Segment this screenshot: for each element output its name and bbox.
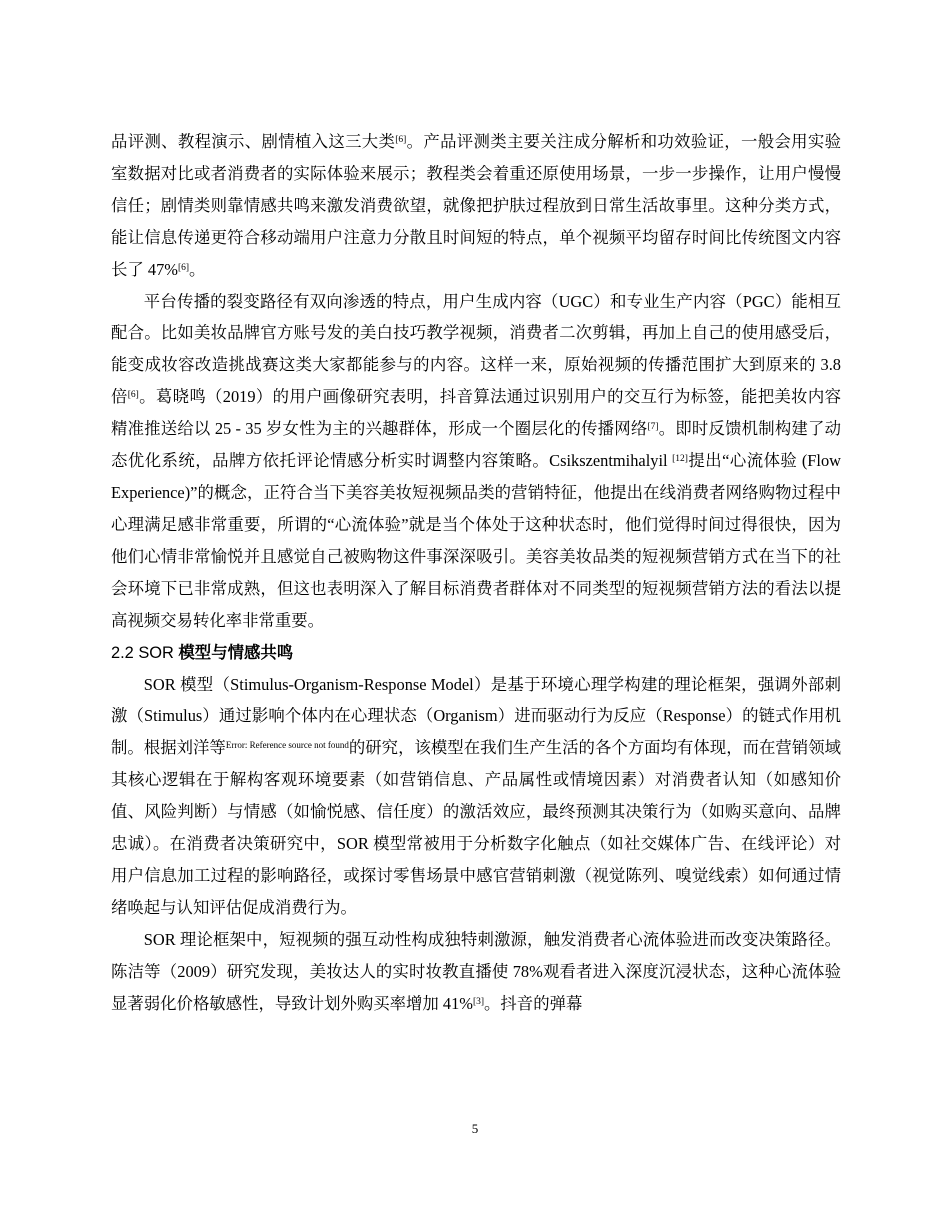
- text-run: 。即时反馈机制构建了动态优化系统，品牌方依托评论情感分析实时调整内容策略。Csikszentmihalyil: [111, 419, 841, 471]
- section-number: 2.2 SOR: [111, 643, 179, 662]
- citation-marker: [6]: [177, 262, 190, 273]
- citation-marker: [7]: [647, 421, 659, 432]
- text-run: SOR 理论框架中，短视频的强互动性构成独特刺激源，触发消费者心流体验进而改变决策路径。陈洁等（2009）研究发现，美妆达人的实时妆教直播使 78%观看者进入深度沉浸状态，这种心流体验显著弱化价格敏感性，导致计划外购买率增加 41%: [111, 929, 841, 1013]
- citation-marker: [6]: [127, 390, 139, 401]
- paragraph-p2: [111, 286, 841, 637]
- paragraph-p1: [111, 126, 841, 286]
- reference-error-note: Error: Reference source not found: [225, 740, 349, 751]
- text-run: 。葛晓鸣（2019）的用户画像研究表明，抖音算法通过识别用户的交互行为标签，能把美妆内容精准推送给以 25 - 35 岁女性为主的兴趣群体，形成一个圈层化的传播网络: [111, 387, 842, 439]
- citation-marker: [12]: [672, 453, 688, 464]
- citation-marker: [6]: [395, 134, 407, 145]
- page-number: 5: [471, 1121, 479, 1136]
- paragraph-group-after: [111, 669, 841, 1020]
- text-run: 。: [189, 259, 206, 279]
- paragraph-group-before: [111, 126, 841, 637]
- paragraph-p4: [111, 924, 841, 1020]
- text-run: SOR 模型（Stimulus-Organism-Response Model）是基于环境心理学构建的理论框架，强调外部刺激（Stimulus）通过影响个体内在心理状态（Organism）进而驱动行为反应（Response）的链式作用机制。根据刘洋等: [111, 674, 841, 758]
- paragraph-p3: [111, 669, 841, 924]
- text-run: 的研究，该模型在我们生产生活的各个方面均有体现，而在营销领域其核心逻辑在于解构客观环境要素（如营销信息、产品属性或情境因素）对消费者认知（如感知价值、风险判断）与情感（如愉悦感、信任度）的激活效应，最终预测其决策行为（如购买意向、品牌忠诚）。在消费者决策研究中，SOR 模型常被用于分析数字化触点（如社交媒体广告、在线评论）对用户信息加工过程的影响路径，或探讨零售场景中感官营销刺激（视觉陈列、嗅觉线索）如何通过情绪唤起与认知评估促成消费行为。: [111, 738, 842, 917]
- text-run: 品评测、教程演示、剧情植入这三大类: [111, 132, 396, 151]
- text-run: 。抖音的弹幕: [484, 993, 583, 1013]
- text-run: 。产品评测类主要关注成分解析和功效验证，一般会用实验室数据对比或者消费者的实际体验来展示；教程类会着重还原使用场景，一步一步操作，让用户慢慢信任；剧情类则靠情感共鸣来激发消费欲望，就像把护肤过程放到日常生活故事里。这种分类方式，能让信息传递更符合移动端用户注意力分散且时间短的特点，单个视频平均留存时间比传统图文内容长了 47%: [111, 132, 842, 279]
- text-run: 提出“心流体验 (Flow Experience)”的概念，正符合当下美容美妆短视频品类的营销特征，他提出在线消费者网络购物过程中心理满足感非常重要，所谓的“心流体验”就是当个体处于这种状态时，他们觉得时间过得很快，因为他们心情非常愉悦并且感觉自己被购物这件事深深吸引。美容美妆品类的短视频营销方式在当下的社会环境下已非常成熟，但这也表明深入了解目标消费者群体对不同类型的短视频营销方法的看法以提高视频交易转化率非常重要。: [111, 451, 841, 630]
- section-title: 模型与情感共鸣: [178, 643, 294, 662]
- section-heading: [111, 637, 841, 669]
- citation-marker: [3]: [472, 996, 485, 1007]
- text-run: 平台传播的裂变路径有双向渗透的特点，用户生成内容（UGC）和专业生产内容（PGC）能相互配合。比如美妆品牌官方账号发的美白技巧教学视频，消费者二次剪辑，再加上自己的使用感受后，能变成妆容改造挑战赛这类大家都能参与的内容。这样一来，原始视频的传播范围扩大到原来的 3.8 倍: [111, 291, 841, 407]
- body-text: [111, 126, 841, 1019]
